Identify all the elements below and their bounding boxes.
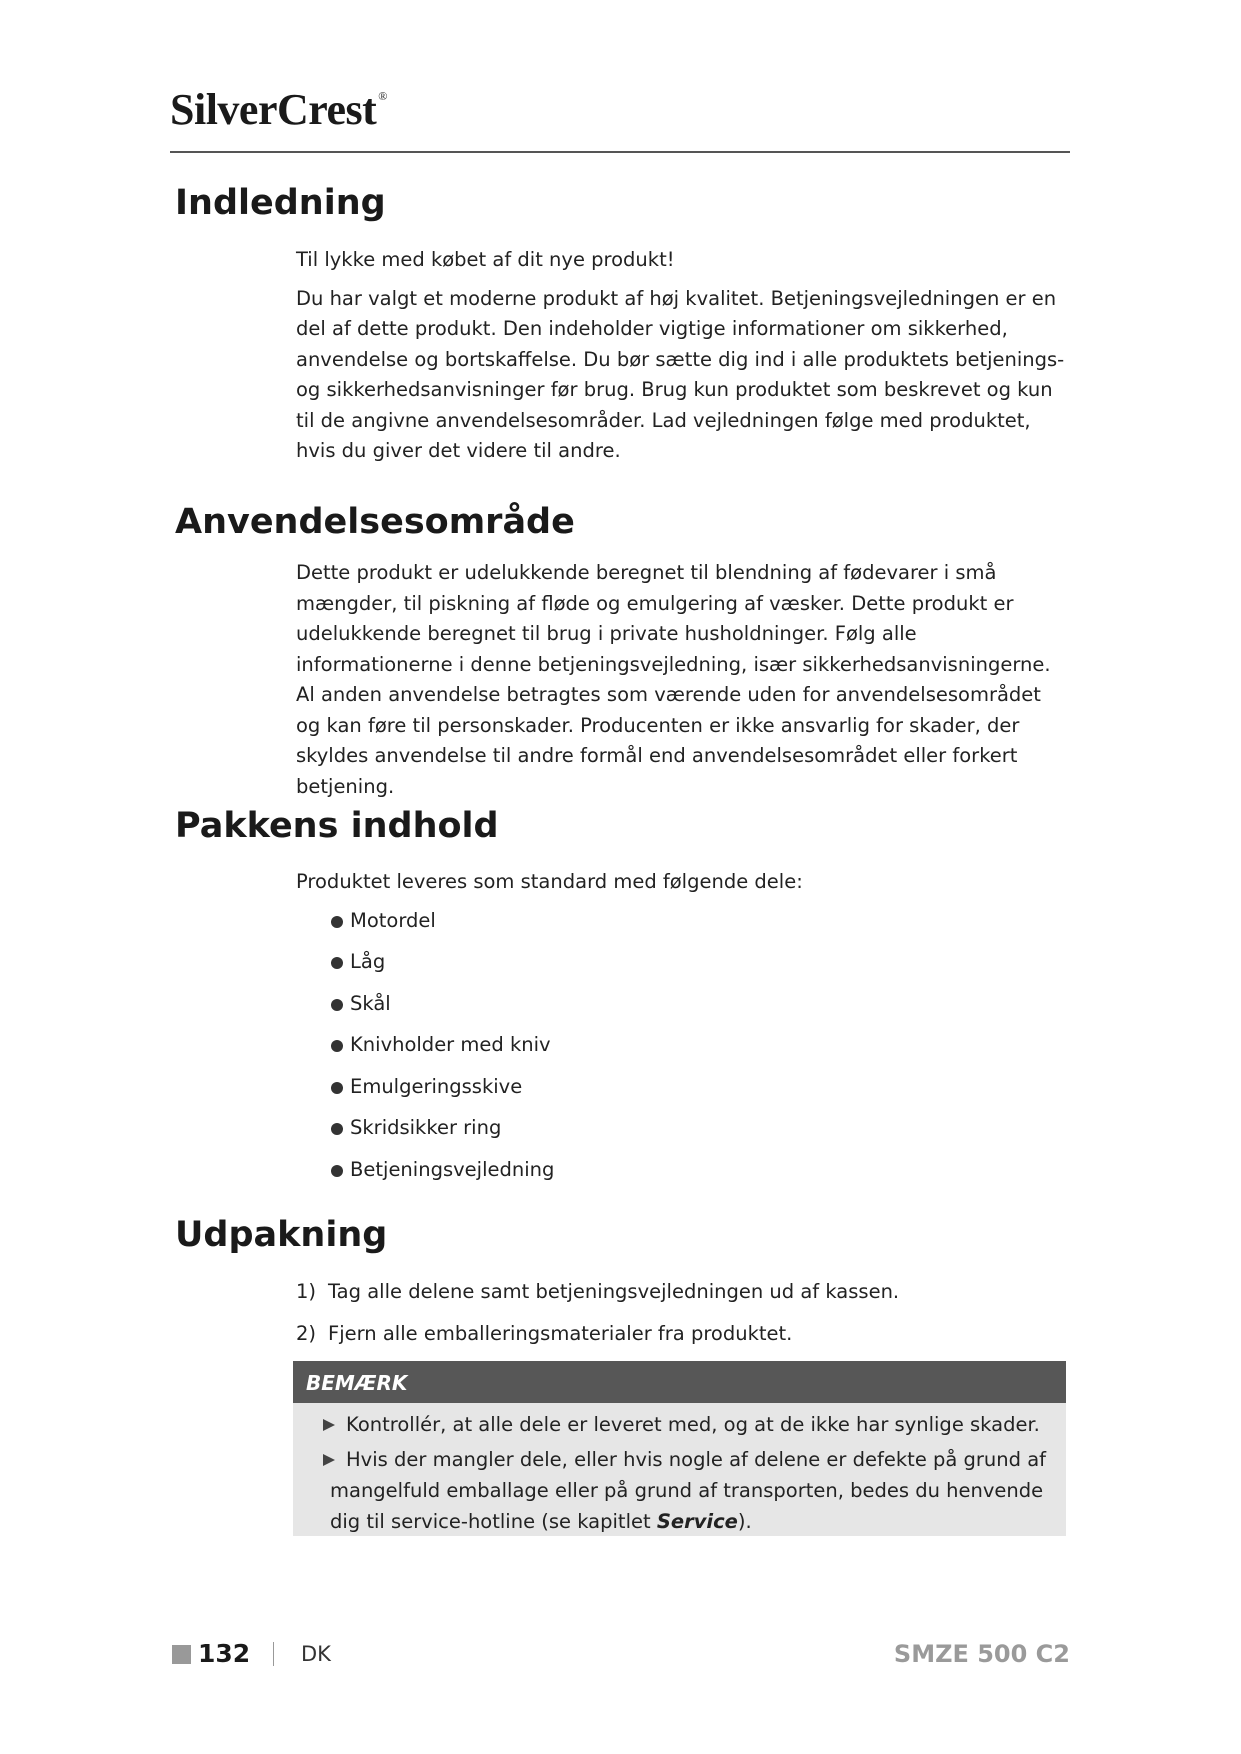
page-number: 132 — [198, 1639, 251, 1668]
unpacking-steps-block — [296, 1277, 1066, 1361]
intro-text — [296, 245, 1066, 467]
arrow-right-icon — [323, 1454, 335, 1466]
step-number: 1) — [296, 1280, 317, 1303]
footer-divider — [273, 1642, 274, 1666]
square-icon — [172, 1645, 191, 1664]
note-item: Kontrollér, at alle dele er leveret med, og at de ikke har synlige skader. — [330, 1409, 1066, 1440]
step-text: Fjern alle emballeringsmaterialer fra produktet. — [328, 1322, 793, 1345]
intro-paragraph: Du har valgt et moderne produkt af høj kvalitet. Betjeningsvejledningen er en del af dette produkt. Den indeholder vigtige informationer om sikkerhed, anvendelse og bortskaffelse. Du bør sætte dig ind i alle produktets betjenings- og sikkerhedsanvisninger før brug. Brug kun produktet som beskrevet og kun til de angivne anvendelsesområder. Lad vejledningen følge med produktet, hvis du giver det videre til andre. — [296, 286, 1065, 462]
registered-mark: ® — [378, 89, 387, 103]
page-footer — [172, 1636, 1070, 1672]
contents-list — [327, 906, 1066, 1197]
note-box — [293, 1361, 1066, 1536]
bullet-icon — [331, 957, 343, 969]
note-item: Hvis der mangler dele, eller hvis nogle af delene er defekte på grund af mangelfuld emballage eller på grund af transporten, bedes du henvende dig til service-hotline (se kapitlet Service). — [330, 1444, 1066, 1537]
language-code: DK — [301, 1642, 331, 1666]
header-rule — [170, 151, 1070, 153]
bullet-icon — [331, 1040, 343, 1052]
list-item: Betjeningsvejledning — [327, 1155, 1066, 1197]
bullet-icon — [331, 1082, 343, 1094]
brand-name: SilverCrest — [170, 85, 377, 134]
model-number: SMZE 500 C2 — [893, 1640, 1070, 1668]
intro-greeting: Til lykke med købet af dit nye produkt! — [296, 248, 675, 271]
step-item — [296, 1277, 1066, 1319]
bullet-icon — [331, 1123, 343, 1135]
contents-intro: Produktet leveres som standard med følgende dele: — [296, 870, 803, 893]
list-item: Skridsikker ring — [327, 1113, 1066, 1155]
list-item: Skål — [327, 989, 1066, 1031]
section-title-contents: Pakkens indhold — [175, 806, 499, 846]
bullet-icon — [331, 999, 343, 1011]
service-chapter-reference: Service — [656, 1510, 738, 1533]
brand-logo — [170, 84, 387, 135]
step-text: Tag alle delene samt betjeningsvejledningen ud af kassen. — [328, 1280, 900, 1303]
arrow-right-icon — [323, 1419, 335, 1431]
list-item: Motordel — [327, 906, 1066, 948]
unpacking-steps — [296, 1277, 1066, 1361]
bullet-icon — [331, 916, 343, 928]
step-item — [296, 1319, 1066, 1361]
list-item: Emulgeringsskive — [327, 1072, 1066, 1114]
bullet-icon — [331, 1165, 343, 1177]
list-item: Låg — [327, 947, 1066, 989]
contents-block — [296, 867, 1066, 1196]
usage-paragraph: Dette produkt er udelukkende beregnet til blendning af fødevarer i små mængder, til piskning af fløde og emulgering af væsker. Dette produkt er udelukkende beregnet til brug i private husholdninger. Følg alle informationerne i denne betjeningsvejledning, især sikkerhedsanvisningerne. Al anden anvendelse betragtes som værende uden for anvendelsesområdet og kan føre til personskader. Producenten er ikke ansvarlig for skader, der skyldes anvendelse til andre formål end anvendelsesområdet eller forkert betjening. — [296, 561, 1051, 798]
section-title-usage: Anvendelsesområde — [175, 502, 575, 542]
section-title-unpacking: Udpakning — [175, 1215, 388, 1255]
section-title-intro: Indledning — [175, 183, 386, 223]
note-heading: BEMÆRK — [293, 1361, 1066, 1403]
note-body — [293, 1403, 1066, 1537]
list-item: Knivholder med kniv — [327, 1030, 1066, 1072]
usage-text — [296, 558, 1066, 802]
step-number: 2) — [296, 1322, 317, 1345]
